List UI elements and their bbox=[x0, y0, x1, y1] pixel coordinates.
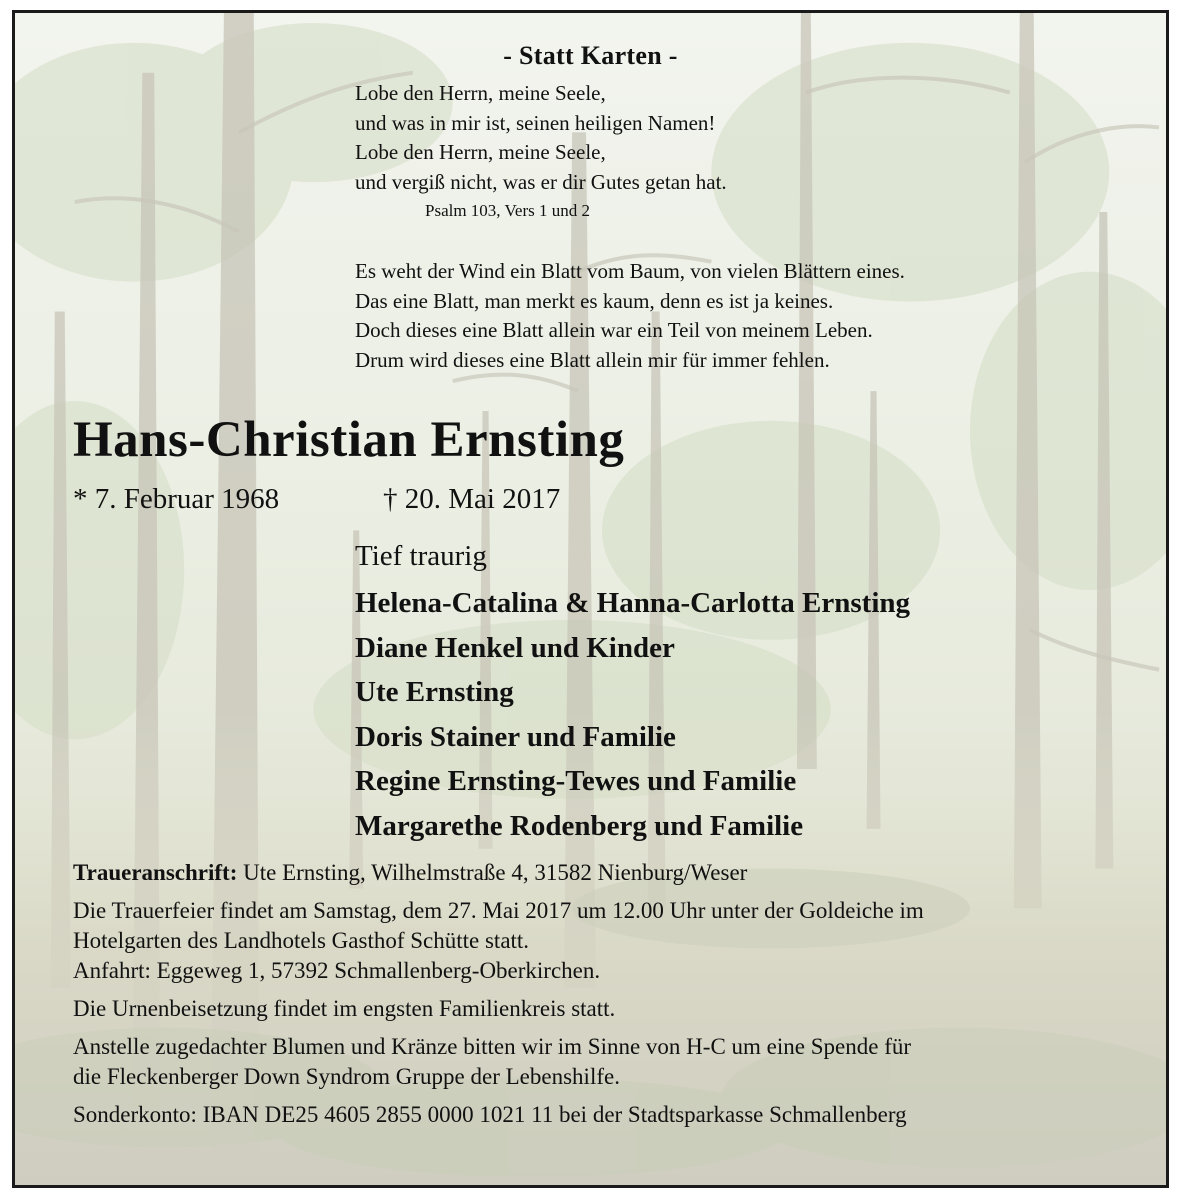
mourners-list bbox=[355, 581, 910, 848]
directions-line: Anfahrt: Eggeweg 1, 57392 Schmallenberg-Oberkirchen. bbox=[73, 958, 601, 983]
birth-date: * 7. Februar 1968 bbox=[73, 483, 280, 515]
donation-line: Anstelle zugedachter Blumen und Kränze bitten wir im Sinne von H-C um eine Spende für bbox=[73, 1034, 912, 1059]
mourner-name: Diane Henkel und Kinder bbox=[355, 631, 675, 664]
obituary-content bbox=[15, 13, 1166, 1185]
mourner-name: Doris Stainer und Familie bbox=[355, 720, 676, 753]
psalm-reference: Psalm 103, Vers 1 und 2 bbox=[425, 201, 590, 220]
mourner-name: Ute Ernsting bbox=[355, 676, 514, 708]
mourner-name: Margarethe Rodenberg und Familie bbox=[355, 809, 804, 842]
address-value: Ute Ernsting, Wilhelmstraße 4, 31582 Nienburg/Weser bbox=[237, 860, 748, 885]
mourner-name: Helena-Catalina & Hanna-Carlotta Ernsting bbox=[355, 587, 911, 619]
psalm-line: Lobe den Herrn, meine Seele, bbox=[355, 140, 606, 164]
mourning-address bbox=[73, 858, 924, 888]
ceremony-line: Die Trauerfeier findet am Samstag, dem 27. Mai 2017 um 12.00 Uhr unter der Goldeiche im bbox=[73, 898, 924, 923]
bank-account-line: Sonderkonto: IBAN DE25 4605 2855 0000 1021 11 bei der Stadtsparkasse Schmallenberg bbox=[73, 1102, 907, 1127]
obituary-card bbox=[12, 10, 1169, 1188]
ceremony-line: Hotelgarten des Landhotels Gasthof Schütte statt. bbox=[73, 928, 530, 953]
poem-line: Drum wird dieses eine Blatt allein mir für immer fehlen. bbox=[355, 347, 830, 372]
donation-line: die Fleckenberger Down Syndrom Gruppe der Lebenshilfe. bbox=[73, 1064, 620, 1089]
psalm-line: und was in mir ist, seinen heiligen Namen! bbox=[355, 110, 716, 135]
death-date: † 20. Mai 2017 bbox=[383, 483, 561, 515]
psalm-line: und vergiß nicht, was er dir Gutes getan hat. bbox=[355, 169, 727, 194]
info-section bbox=[73, 858, 924, 1130]
deceased-name: Hans-Christian Ernsting bbox=[73, 412, 625, 468]
urn-burial-line: Die Urnenbeisetzung findet im engsten Familienkreis statt. bbox=[73, 996, 616, 1021]
poem-line: Es weht der Wind ein Blatt vom Baum, von vielen Blättern eines. bbox=[355, 259, 905, 283]
poem-line: Das eine Blatt, man merkt es kaum, denn es ist ja keines. bbox=[355, 288, 834, 313]
address-label: Traueranschrift: bbox=[73, 860, 238, 885]
psalm-line: Lobe den Herrn, meine Seele, bbox=[355, 81, 606, 105]
mourner-name: Regine Ernsting-Tewes und Familie bbox=[355, 765, 797, 797]
psalm-text bbox=[355, 79, 727, 197]
header-statt-karten: - Statt Karten - bbox=[503, 41, 678, 70]
poem-line: Doch dieses eine Blatt allein war ein Teil von meinem Leben. bbox=[355, 318, 873, 342]
poem-text bbox=[355, 257, 905, 375]
mourners-intro: Tief traurig bbox=[355, 540, 487, 572]
